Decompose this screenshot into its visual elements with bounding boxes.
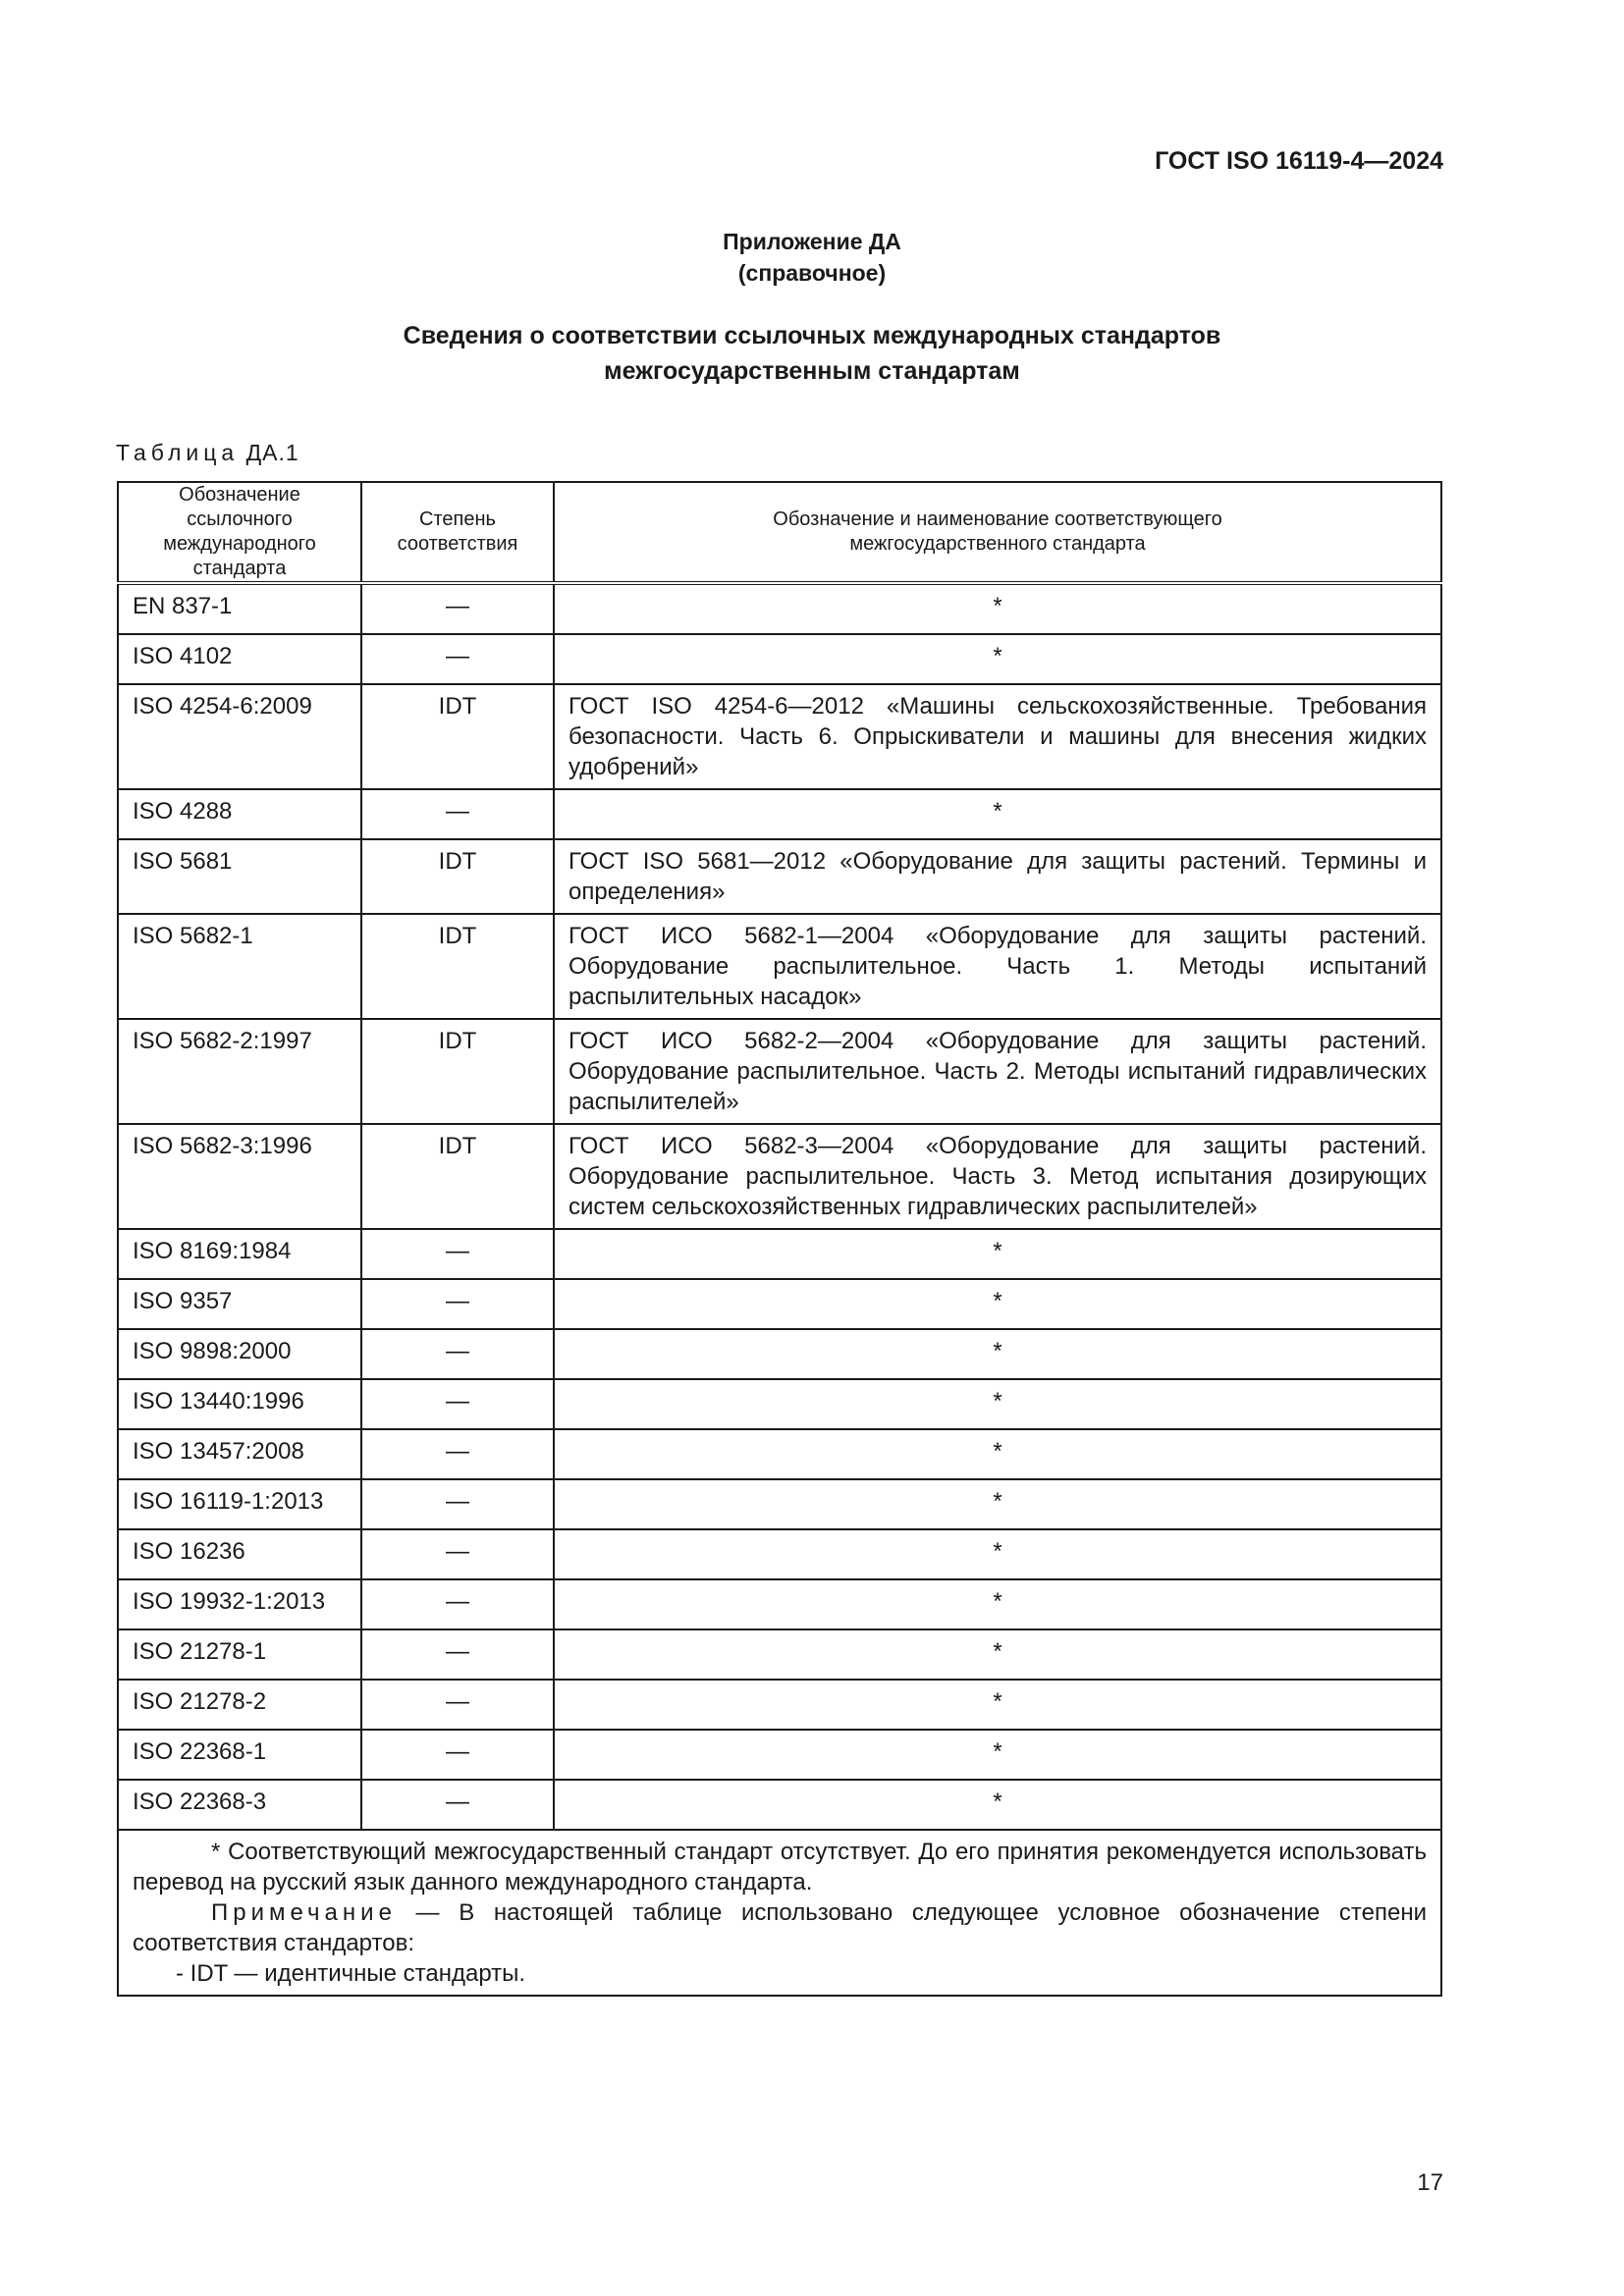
cell-degree: — — [361, 1379, 554, 1429]
cell-gost-standard: * — [554, 1629, 1441, 1680]
cell-degree: — — [361, 1680, 554, 1730]
table-row — [118, 583, 1441, 634]
cell-gost-standard: * — [554, 1379, 1441, 1429]
header-degree — [361, 482, 554, 583]
table-label-number: ДА.1 — [245, 440, 299, 465]
annex-type: (справочное) — [737, 260, 887, 286]
cell-degree: — — [361, 634, 554, 684]
header-ref-standard — [118, 482, 361, 583]
cell-gost-standard: ГОСТ ISO 4254-6—2012 «Машины сельскохозяйственные. Требования безопасности. Часть 6. Опрыскиватели и машины для внесения жидких удобрений» — [554, 684, 1441, 789]
cell-degree: IDT — [361, 839, 554, 914]
cell-ref-standard: ISO 22368-3 — [118, 1780, 361, 1830]
table-row — [118, 684, 1441, 789]
header-ref-line1: Обозначение ссылочного — [179, 484, 300, 530]
cell-degree: — — [361, 1429, 554, 1479]
annex-heading — [0, 226, 1624, 289]
table-row — [118, 1279, 1441, 1329]
table-label-prefix: Таблица — [116, 440, 240, 465]
table-row — [118, 634, 1441, 684]
table-row — [118, 1329, 1441, 1379]
cell-gost-standard: * — [554, 789, 1441, 839]
table-row — [118, 1124, 1441, 1229]
cell-ref-standard: EN 837-1 — [118, 583, 361, 634]
header-gost-line2: межгосударственного стандарта — [849, 533, 1146, 555]
cell-ref-standard: ISO 5681 — [118, 839, 361, 914]
table-row — [118, 1429, 1441, 1479]
cell-gost-standard: * — [554, 1429, 1441, 1479]
cell-ref-standard: ISO 4254-6:2009 — [118, 684, 361, 789]
annex-title — [0, 318, 1624, 389]
cell-degree: — — [361, 1279, 554, 1329]
cell-gost-standard: * — [554, 634, 1441, 684]
cell-degree: — — [361, 1730, 554, 1780]
table-row — [118, 1379, 1441, 1429]
header-ref-line2: международного стандарта — [163, 533, 316, 579]
table-row — [118, 914, 1441, 1019]
cell-degree: — — [361, 1579, 554, 1629]
table-row — [118, 1479, 1441, 1529]
cell-gost-standard: * — [554, 1479, 1441, 1529]
cell-ref-standard: ISO 22368-1 — [118, 1730, 361, 1780]
cell-ref-standard: ISO 8169:1984 — [118, 1229, 361, 1279]
cell-degree: — — [361, 789, 554, 839]
table-notes — [118, 1830, 1441, 1996]
cell-degree: IDT — [361, 1019, 554, 1124]
cell-ref-standard: ISO 19932-1:2013 — [118, 1579, 361, 1629]
header-degree-line2: соответствия — [397, 533, 518, 555]
table-row — [118, 1629, 1441, 1680]
table-row — [118, 1229, 1441, 1279]
table-row — [118, 1680, 1441, 1730]
cell-ref-standard: ISO 5682-1 — [118, 914, 361, 1019]
cell-degree: IDT — [361, 1124, 554, 1229]
annex-label: Приложение ДА — [723, 229, 901, 254]
cell-gost-standard: * — [554, 1529, 1441, 1579]
note-paragraph — [133, 1897, 1427, 1958]
cell-degree: — — [361, 1780, 554, 1830]
cell-ref-standard: ISO 13457:2008 — [118, 1429, 361, 1479]
cell-gost-standard: * — [554, 1229, 1441, 1279]
cell-ref-standard: ISO 21278-2 — [118, 1680, 361, 1730]
cell-gost-standard: * — [554, 1730, 1441, 1780]
cell-degree: — — [361, 1229, 554, 1279]
cell-ref-standard: ISO 4288 — [118, 789, 361, 839]
annex-title-line2: межгосударственным стандартам — [604, 357, 1020, 385]
cell-degree: — — [361, 1529, 554, 1579]
cell-gost-standard: ГОСТ ИСО 5682-1—2004 «Оборудование для защиты растений. Оборудование распылительное. Часть 1. Методы испытаний распылительных насадок» — [554, 914, 1441, 1019]
cell-gost-standard: * — [554, 1780, 1441, 1830]
table-row — [118, 1019, 1441, 1124]
cell-gost-standard: * — [554, 1329, 1441, 1379]
footnote-text: * Соответствующий межгосударственный стандарт отсутствует. До его принятия рекомендуется использовать перевод на русский язык данного международного стандарта. — [133, 1839, 1427, 1896]
cell-degree: IDT — [361, 914, 554, 1019]
table-row — [118, 1579, 1441, 1629]
cell-ref-standard: ISO 21278-1 — [118, 1629, 361, 1680]
cell-ref-standard: ISO 5682-3:1996 — [118, 1124, 361, 1229]
table-label — [116, 440, 299, 466]
cell-ref-standard: ISO 4102 — [118, 634, 361, 684]
cell-degree: — — [361, 583, 554, 634]
reference-standards-table — [117, 481, 1442, 1997]
cell-gost-standard: * — [554, 1279, 1441, 1329]
cell-ref-standard: ISO 9357 — [118, 1279, 361, 1329]
header-gost — [554, 482, 1441, 583]
cell-degree: — — [361, 1629, 554, 1680]
standard-code: ГОСТ ISO 16119-4—2024 — [1155, 147, 1443, 175]
header-degree-line1: Степень — [419, 508, 496, 530]
table-notes-row — [118, 1830, 1441, 1996]
table-row — [118, 1730, 1441, 1780]
cell-gost-standard: ГОСТ ISO 5681—2012 «Оборудование для защиты растений. Термины и определения» — [554, 839, 1441, 914]
table-row — [118, 789, 1441, 839]
cell-ref-standard: ISO 5682-2:1997 — [118, 1019, 361, 1124]
header-gost-line1: Обозначение и наименование соответствующего — [773, 508, 1222, 530]
table-body — [118, 583, 1441, 1830]
annex-title-line1: Сведения о соответствии ссылочных международных стандартов — [403, 322, 1221, 349]
page-number: 17 — [1417, 2169, 1443, 2196]
cell-degree: — — [361, 1479, 554, 1529]
cell-ref-standard: ISO 9898:2000 — [118, 1329, 361, 1379]
table-header-row — [118, 482, 1441, 583]
cell-gost-standard: ГОСТ ИСО 5682-2—2004 «Оборудование для защиты растений. Оборудование распылительное. Часть 2. Методы испытаний гидравлических распылителей» — [554, 1019, 1441, 1124]
note-bullet: - IDT — идентичные стандарты. — [176, 1960, 526, 1987]
cell-ref-standard: ISO 16119-1:2013 — [118, 1479, 361, 1529]
table-row — [118, 1529, 1441, 1579]
cell-ref-standard: ISO 13440:1996 — [118, 1379, 361, 1429]
cell-ref-standard: ISO 16236 — [118, 1529, 361, 1579]
table-row — [118, 1780, 1441, 1830]
cell-gost-standard: * — [554, 583, 1441, 634]
cell-degree: IDT — [361, 684, 554, 789]
cell-degree: — — [361, 1329, 554, 1379]
cell-gost-standard: ГОСТ ИСО 5682-3—2004 «Оборудование для защиты растений. Оборудование распылительное. Часть 3. Метод испытания дозирующих систем сельскохозяйственных гидравлических распылителей» — [554, 1124, 1441, 1229]
cell-gost-standard: * — [554, 1680, 1441, 1730]
cell-gost-standard: * — [554, 1579, 1441, 1629]
table-row — [118, 839, 1441, 914]
note-text: — В настоящей таблице использовано следующее условное обозначение степени соответствия стандартов: — [133, 1899, 1427, 1956]
note-label: Примечание — [211, 1899, 397, 1926]
